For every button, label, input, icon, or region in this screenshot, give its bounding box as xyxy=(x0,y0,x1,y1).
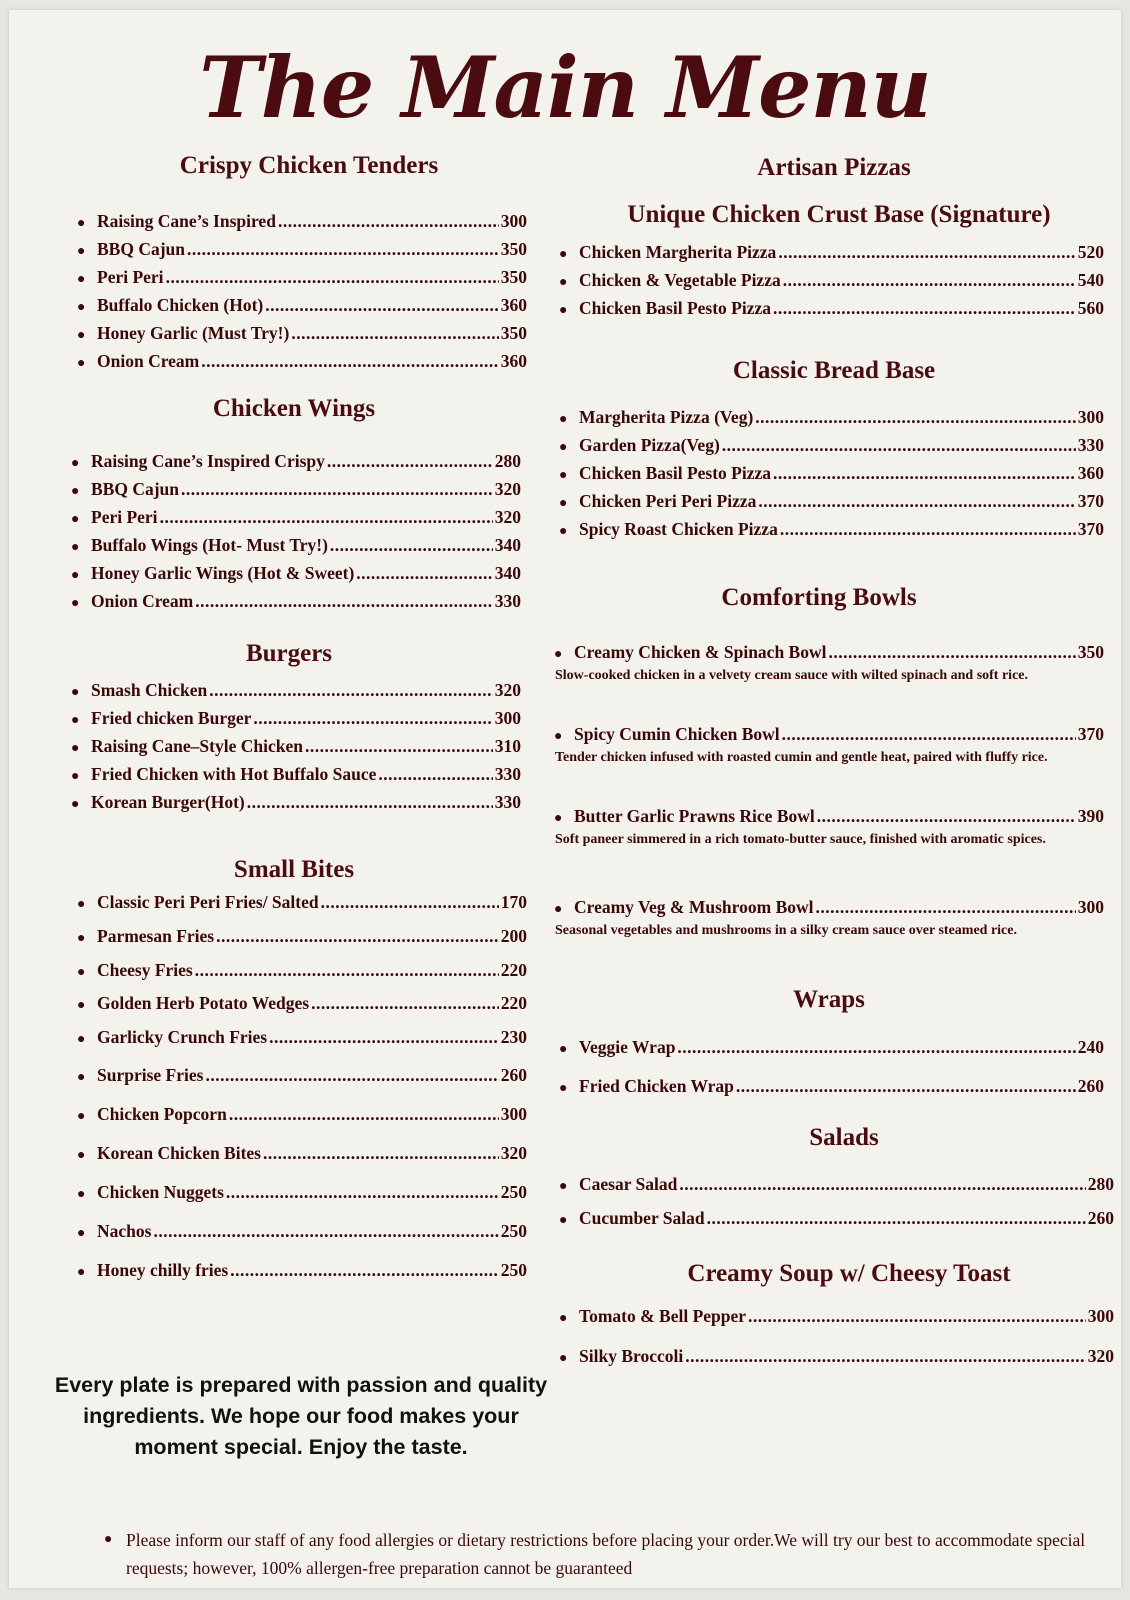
bullet-icon: ● xyxy=(71,596,80,611)
menu-item-name: Veggie Wrap xyxy=(579,1037,676,1057)
menu-item-name: Butter Garlic Prawns Rice Bowl xyxy=(574,806,815,826)
menu-item-name: Cucumber Salad xyxy=(579,1208,705,1228)
dot-leader xyxy=(773,298,1076,319)
menu-item-price: 370 xyxy=(1077,724,1104,744)
bullet-icon: ● xyxy=(77,965,86,980)
menu-item xyxy=(71,792,521,813)
bowl-description: Tender chicken infused with roasted cumin and gentle heat, paired with fluffy rice. xyxy=(555,750,1048,765)
menu-item-price: 330 xyxy=(494,764,521,784)
menu-item-name: Spicy Cumin Chicken Bowl xyxy=(574,724,780,744)
menu-item-price: 330 xyxy=(494,792,521,812)
menu-item xyxy=(554,724,1104,745)
menu-item-name: Garden Pizza(Veg) xyxy=(579,435,720,455)
section-heading-pizzas: Artisan Pizzas xyxy=(757,154,911,181)
closing-message: Every plate is prepared with passion and quality ingredients. We hope our food makes your moment special. Enjoy the taste. xyxy=(54,1373,548,1459)
menu-item-price: 350 xyxy=(500,267,527,287)
dot-leader xyxy=(685,1346,1086,1367)
menu-item xyxy=(71,451,521,472)
dot-leader xyxy=(291,323,498,344)
menu-item-price: 360 xyxy=(500,351,527,371)
menu-item-name: Garlicky Crunch Fries xyxy=(97,1027,268,1047)
dot-leader xyxy=(216,926,499,947)
menu-item xyxy=(559,1174,1114,1195)
menu-item-name: Chicken & Vegetable Pizza xyxy=(579,270,781,290)
menu-item-price: 340 xyxy=(494,563,521,583)
menu-item-name: Korean Chicken Bites xyxy=(97,1143,261,1163)
dot-leader xyxy=(195,591,493,612)
allergen-note xyxy=(104,1526,1094,1582)
menu-item-name: Nachos xyxy=(97,1221,152,1241)
menu-item-name: Fried Chicken with Hot Buffalo Sauce xyxy=(91,764,377,784)
bullet-icon: ● xyxy=(77,931,86,946)
dot-leader xyxy=(773,463,1076,484)
bullet-icon: ● xyxy=(559,496,568,511)
menu-item-price: 360 xyxy=(1077,463,1104,483)
bullet-icon: ● xyxy=(559,1311,568,1326)
menu-item-name: Chicken Basil Pesto Pizza xyxy=(579,298,771,318)
dot-leader xyxy=(817,806,1076,827)
menu-item-name: Creamy Veg & Mushroom Bowl xyxy=(574,897,814,917)
section-heading-tenders: Crispy Chicken Tenders xyxy=(179,152,439,179)
dot-leader xyxy=(247,792,493,813)
dot-leader xyxy=(782,724,1076,745)
dot-leader xyxy=(736,1076,1076,1097)
menu-item-price: 370 xyxy=(1077,491,1104,511)
menu-item-name: Parmesan Fries xyxy=(97,926,215,946)
menu-item xyxy=(77,1027,527,1048)
bullet-icon: ● xyxy=(77,1032,86,1047)
menu-item-price: 260 xyxy=(1077,1076,1104,1096)
bullet-icon: ● xyxy=(77,1226,86,1241)
menu-item xyxy=(559,1208,1114,1229)
bullet-icon: ● xyxy=(559,440,568,455)
bullet-icon: ● xyxy=(71,685,80,700)
menu-item xyxy=(559,1076,1104,1097)
dot-leader xyxy=(780,519,1076,540)
menu-item-price: 340 xyxy=(494,535,521,555)
menu-item-name: Honey chilly fries xyxy=(97,1260,229,1280)
menu-item-price: 300 xyxy=(494,708,521,728)
section-heading-salads: Salads xyxy=(809,1124,879,1151)
menu-item-price: 220 xyxy=(500,993,527,1013)
menu-item-price: 230 xyxy=(500,1027,527,1047)
bullet-icon: ● xyxy=(71,713,80,728)
dot-leader xyxy=(311,993,499,1014)
menu-item-price: 520 xyxy=(1077,242,1104,262)
menu-item-price: 320 xyxy=(494,680,521,700)
menu-item-price: 300 xyxy=(500,211,527,231)
menu-item xyxy=(559,1346,1114,1367)
menu-item-price: 540 xyxy=(1077,270,1104,290)
menu-item-name: Spicy Roast Chicken Pizza xyxy=(579,519,778,539)
menu-item-price: 320 xyxy=(500,1143,527,1163)
bowl-description: Seasonal vegetables and mushrooms in a silky cream sauce over steamed rice. xyxy=(555,923,1017,938)
menu-item-price: 330 xyxy=(494,591,521,611)
menu-item-name: Chicken Peri Peri Pizza xyxy=(579,491,757,511)
dot-leader xyxy=(253,708,492,729)
dot-leader xyxy=(153,1221,498,1242)
menu-item-name: Peri Peri xyxy=(91,507,158,527)
dot-leader xyxy=(181,479,493,500)
menu-item-name: Chicken Margherita Pizza xyxy=(579,242,777,262)
menu-item xyxy=(71,507,521,528)
dot-leader xyxy=(321,892,499,913)
menu-item xyxy=(77,1182,527,1203)
menu-item-price: 560 xyxy=(1077,298,1104,318)
menu-item xyxy=(559,491,1104,512)
menu-item-price: 310 xyxy=(494,736,521,756)
menu-item-name: Golden Herb Potato Wedges xyxy=(97,993,310,1013)
menu-page xyxy=(9,10,1121,1588)
menu-item-name: Chicken Popcorn xyxy=(97,1104,227,1124)
bullet-icon: ● xyxy=(71,568,80,583)
section-heading-small-bites: Small Bites xyxy=(233,856,355,883)
section-heading-bread-base: Classic Bread Base xyxy=(732,357,936,384)
menu-item-price: 260 xyxy=(1087,1208,1114,1228)
bullet-icon: ● xyxy=(71,540,80,555)
dot-leader xyxy=(828,642,1075,663)
menu-item-price: 220 xyxy=(500,960,527,980)
menu-item xyxy=(554,642,1104,663)
menu-item xyxy=(77,351,527,372)
menu-item xyxy=(559,519,1104,540)
menu-item-price: 350 xyxy=(500,323,527,343)
section-heading-soup: Creamy Soup w/ Cheesy Toast xyxy=(687,1260,1011,1287)
menu-item xyxy=(559,1037,1104,1058)
menu-item-name: Surprise Fries xyxy=(97,1065,204,1085)
section-heading-bowls: Comforting Bowls xyxy=(721,584,917,611)
menu-item xyxy=(559,270,1104,291)
bullet-icon: ● xyxy=(554,647,563,662)
dot-leader xyxy=(783,270,1076,291)
menu-item-price: 280 xyxy=(1087,1174,1114,1194)
bullet-icon: ● xyxy=(559,275,568,290)
bowl-description: Soft paneer simmered in a rich tomato-butter sauce, finished with aromatic spices. xyxy=(555,832,1046,847)
menu-item xyxy=(554,897,1104,918)
dot-leader xyxy=(679,1174,1085,1195)
dot-leader xyxy=(209,680,493,701)
bullet-icon: ● xyxy=(77,356,86,371)
menu-item-price: 250 xyxy=(500,1182,527,1202)
menu-item xyxy=(77,267,527,288)
menu-item-price: 250 xyxy=(500,1260,527,1280)
menu-item-price: 370 xyxy=(1077,519,1104,539)
bullet-icon: ● xyxy=(77,216,86,231)
menu-item-name: Cheesy Fries xyxy=(97,960,193,980)
dot-leader xyxy=(758,491,1075,512)
menu-item-name: Fried Chicken Wrap xyxy=(579,1076,734,1096)
menu-item-price: 320 xyxy=(1087,1346,1114,1366)
menu-item xyxy=(559,1306,1114,1327)
bullet-icon: ● xyxy=(554,729,563,744)
menu-item-price: 300 xyxy=(1077,897,1104,917)
bullet-icon: ● xyxy=(77,897,86,912)
menu-item-name: Raising Cane’s Inspired xyxy=(97,211,276,231)
bullet-icon: ● xyxy=(71,456,80,471)
bullet-icon: ● xyxy=(554,902,563,917)
menu-item xyxy=(71,563,521,584)
menu-item-price: 320 xyxy=(494,507,521,527)
menu-item xyxy=(554,806,1104,827)
menu-item-name: BBQ Cajun xyxy=(91,479,180,499)
bullet-icon: ● xyxy=(559,1179,568,1194)
dot-leader xyxy=(229,1104,499,1125)
menu-item xyxy=(71,680,521,701)
bullet-icon: ● xyxy=(71,797,80,812)
bullet-icon: ● xyxy=(77,1187,86,1202)
bullet-icon: ● xyxy=(71,769,80,784)
bullet-icon: ● xyxy=(77,1070,86,1085)
menu-item xyxy=(71,479,521,500)
menu-item-price: 320 xyxy=(494,479,521,499)
menu-item-name: Peri Peri xyxy=(97,267,164,287)
menu-item-name: Silky Broccoli xyxy=(579,1346,684,1366)
menu-item xyxy=(77,892,527,913)
menu-item-price: 350 xyxy=(1077,642,1104,662)
bullet-icon: ● xyxy=(559,1213,568,1228)
menu-item xyxy=(77,1104,527,1125)
menu-item-name: Onion Cream xyxy=(97,351,200,371)
bullet-icon: ● xyxy=(77,272,86,287)
bullet-icon: ● xyxy=(77,1109,86,1124)
bullet-icon: ● xyxy=(554,811,563,826)
dot-leader xyxy=(327,451,493,472)
bullet-icon: ● xyxy=(77,998,86,1013)
menu-item-price: 240 xyxy=(1077,1037,1104,1057)
dot-leader xyxy=(269,1027,499,1048)
dot-leader xyxy=(187,239,499,260)
page-title: The Main Menu xyxy=(199,38,931,137)
dot-leader xyxy=(230,1260,499,1281)
dot-leader xyxy=(755,407,1075,428)
menu-item xyxy=(77,960,527,981)
menu-item xyxy=(77,211,527,232)
menu-item-price: 200 xyxy=(500,926,527,946)
dot-leader xyxy=(748,1306,1086,1327)
menu-item xyxy=(77,1143,527,1164)
dot-leader xyxy=(160,507,493,528)
menu-item-name: Buffalo Chicken (Hot) xyxy=(97,295,264,315)
menu-item xyxy=(71,591,521,612)
dot-leader xyxy=(265,295,499,316)
menu-item-name: BBQ Cajun xyxy=(97,239,186,259)
menu-item-name: Caesar Salad xyxy=(579,1174,678,1194)
dot-leader xyxy=(816,897,1076,918)
menu-item-name: Fried chicken Burger xyxy=(91,708,252,728)
menu-item-price: 330 xyxy=(1077,435,1104,455)
section-heading-wings: Chicken Wings xyxy=(212,395,376,422)
dot-leader xyxy=(263,1143,499,1164)
bullet-icon: ● xyxy=(71,741,80,756)
menu-item xyxy=(71,764,521,785)
menu-item-name: Onion Cream xyxy=(91,591,194,611)
menu-item xyxy=(77,926,527,947)
menu-item xyxy=(71,535,521,556)
menu-item xyxy=(77,1221,527,1242)
bullet-icon: ● xyxy=(104,1532,113,1547)
dot-leader xyxy=(722,435,1076,456)
bullet-icon: ● xyxy=(559,412,568,427)
menu-item-name: Classic Peri Peri Fries/ Salted xyxy=(97,892,319,912)
dot-leader xyxy=(707,1208,1086,1229)
menu-item xyxy=(559,463,1104,484)
dot-leader xyxy=(677,1037,1075,1058)
menu-item-name: Chicken Basil Pesto Pizza xyxy=(579,463,771,483)
menu-item xyxy=(77,993,527,1014)
dot-leader xyxy=(195,960,499,981)
dot-leader xyxy=(201,351,499,372)
menu-item-name: Chicken Nuggets xyxy=(97,1182,224,1202)
dot-leader xyxy=(330,535,493,556)
menu-item-name: Creamy Chicken & Spinach Bowl xyxy=(574,642,827,662)
menu-item-name: Smash Chicken xyxy=(91,680,208,700)
menu-item-price: 300 xyxy=(1077,407,1104,427)
menu-item-name: Raising Cane’s Inspired Crispy xyxy=(91,451,325,471)
menu-item xyxy=(77,295,527,316)
bullet-icon: ● xyxy=(71,512,80,527)
bullet-icon: ● xyxy=(71,484,80,499)
menu-item-name: Raising Cane–Style Chicken xyxy=(91,736,303,756)
bullet-icon: ● xyxy=(77,244,86,259)
bullet-icon: ● xyxy=(559,524,568,539)
bullet-icon: ● xyxy=(559,1042,568,1057)
menu-item xyxy=(77,1065,527,1086)
menu-item-name: Margherita Pizza (Veg) xyxy=(579,407,754,427)
menu-item-price: 300 xyxy=(500,1104,527,1124)
bullet-icon: ● xyxy=(77,328,86,343)
menu-item-price: 170 xyxy=(500,892,527,912)
menu-item xyxy=(77,1260,527,1281)
section-heading-chicken-crust: Unique Chicken Crust Base (Signature) xyxy=(627,201,1051,228)
menu-item-price: 250 xyxy=(500,1221,527,1241)
menu-item-price: 360 xyxy=(500,295,527,315)
dot-leader xyxy=(278,211,499,232)
menu-item-price: 280 xyxy=(494,451,521,471)
allergen-note-text: Please inform our staff of any food allergies or dietary restrictions before placing your order.We will try our best to accommodate special requests; however, 100% allergen-free preparation cannot be guaranteed xyxy=(126,1530,1086,1578)
bullet-icon: ● xyxy=(559,1081,568,1096)
menu-item xyxy=(71,708,521,729)
section-heading-burgers: Burgers xyxy=(245,640,333,667)
menu-item xyxy=(559,407,1104,428)
menu-item xyxy=(77,323,527,344)
menu-item-name: Buffalo Wings (Hot- Must Try!) xyxy=(91,535,328,555)
menu-item-price: 300 xyxy=(1087,1306,1114,1326)
dot-leader xyxy=(305,736,493,757)
section-heading-wraps: Wraps xyxy=(793,986,865,1013)
menu-item-price: 350 xyxy=(500,239,527,259)
bullet-icon: ● xyxy=(559,468,568,483)
menu-item-price: 260 xyxy=(500,1065,527,1085)
bowl-description: Slow-cooked chicken in a velvety cream sauce with wilted spinach and soft rice. xyxy=(555,668,1028,683)
dot-leader xyxy=(226,1182,499,1203)
dot-leader xyxy=(205,1065,498,1086)
menu-item xyxy=(559,435,1104,456)
dot-leader xyxy=(356,563,492,584)
bullet-icon: ● xyxy=(559,303,568,318)
menu-item xyxy=(77,239,527,260)
bullet-icon: ● xyxy=(77,1265,86,1280)
menu-item xyxy=(71,736,521,757)
dot-leader xyxy=(778,242,1075,263)
bullet-icon: ● xyxy=(559,1351,568,1366)
menu-item-name: Korean Burger(Hot) xyxy=(91,792,245,812)
bullet-icon: ● xyxy=(77,1148,86,1163)
menu-item-price: 390 xyxy=(1077,806,1104,826)
menu-item-name: Tomato & Bell Pepper xyxy=(579,1306,747,1326)
menu-item-name: Honey Garlic Wings (Hot & Sweet) xyxy=(91,563,355,583)
bullet-icon: ● xyxy=(559,247,568,262)
dot-leader xyxy=(378,764,492,785)
menu-item xyxy=(559,242,1104,263)
menu-item-name: Honey Garlic (Must Try!) xyxy=(97,323,290,343)
menu-item xyxy=(559,298,1104,319)
bullet-icon: ● xyxy=(77,300,86,315)
dot-leader xyxy=(166,267,499,288)
